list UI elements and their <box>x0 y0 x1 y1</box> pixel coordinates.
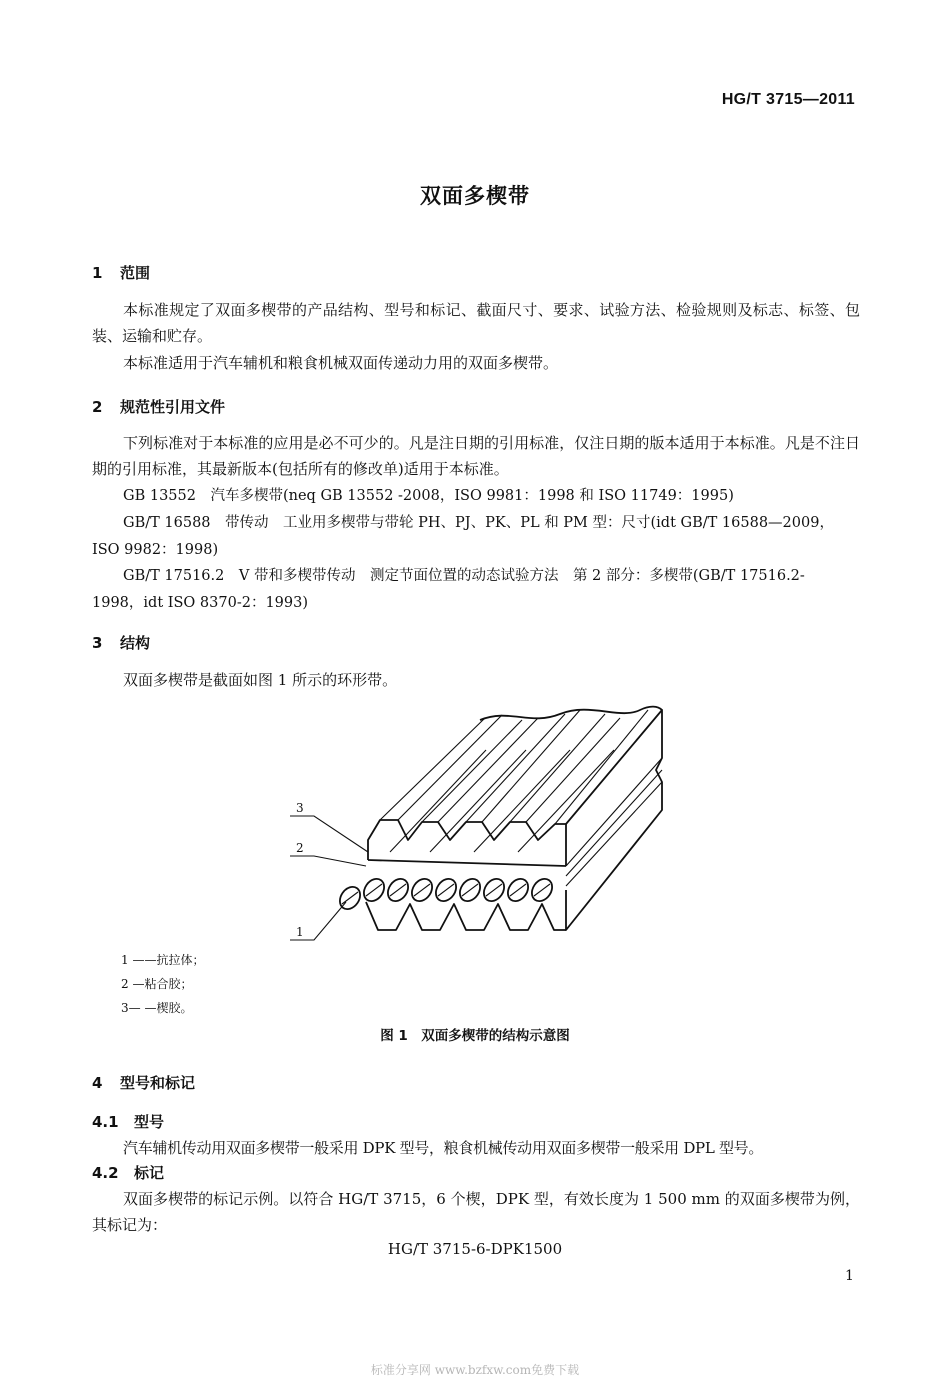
figure-caption: 图 1 双面多楔带的结构示意图 <box>380 1028 570 1044</box>
section-2-paragraph-1: 下列标准对于本标准的应用是必不可少的。凡是注日期的引用标准，仅注日期的版本适用于本标准。凡是不注日期的引用标准，其最新版本(包括所有的修改单)适用于本标准。 <box>92 434 860 478</box>
subsection-4-2-heading <box>92 1162 164 1183</box>
subsection-number: 4.2 <box>92 1164 119 1182</box>
standard-id: HG/T 3715—2011 <box>721 91 855 108</box>
callout-1-label: 1 <box>296 925 304 939</box>
section-1-paragraph-1: 本标准规定了双面多楔带的产品结构、型号和标记、截面尺寸、要求、试验方法、检验规则及标志、标签、包装、运输和贮存。 <box>92 301 860 345</box>
section-number: 2 <box>92 398 103 416</box>
section-1-heading <box>92 262 150 283</box>
callout-2-label: 2 <box>296 841 304 855</box>
subsection-4-2-paragraph: 双面多楔带的标记示例。以符合 HG/T 3715，6 个楔，DPK 型，有效长度为 1 500 mm 的双面多楔带为例，其标记为： <box>92 1190 860 1234</box>
reference-item: GB/T 17516.2 V 带和多楔带传动 测定节面位置的动态试验方法 第 2 部分：多楔带(GB/T 17516.2- 1998，idt ISO 8370-2：1993) <box>92 568 805 611</box>
section-number: 3 <box>92 634 103 652</box>
subsection-4-1-heading <box>92 1111 164 1132</box>
figure-legend-item: 1 ——抗拉体； <box>121 953 205 967</box>
marking-example: HG/T 3715-6-DPK1500 <box>387 1240 563 1258</box>
section-title: 规范性引用文件 <box>120 398 226 416</box>
section-3-paragraph-1: 双面多楔带是截面如图 1 所示的环形带。 <box>123 671 398 689</box>
document-title: 双面多楔带 <box>420 184 530 208</box>
rib-lines <box>380 710 662 852</box>
callout-3-label: 3 <box>296 801 304 815</box>
top-wedge-outline <box>368 820 566 866</box>
subsection-title: 型号 <box>134 1113 165 1131</box>
figure-legend-item: 3— —楔胶。 <box>121 1001 193 1015</box>
section-number: 1 <box>92 264 103 282</box>
page-number: 1 <box>845 1268 854 1284</box>
subsection-4-1-paragraph: 汽车辅机传动用双面多楔带一般采用 DPK 型号，粮食机械传动用双面多楔带一般采用 DPL 型号。 <box>123 1139 764 1157</box>
figure-legend-item: 2 —粘合胶； <box>121 977 193 991</box>
section-title: 型号和标记 <box>120 1074 196 1092</box>
subsection-title: 标记 <box>134 1164 165 1182</box>
section-title: 结构 <box>120 634 151 652</box>
side-face <box>566 710 662 930</box>
section-4-heading <box>92 1072 195 1093</box>
adhesive-layer-top <box>368 860 566 866</box>
reference-item: GB/T 16588 带传动 工业用多楔带与带轮 PH、PJ、PK、PL 和 PM 型：尺寸(idt GB/T 16588—2009，ISO 9982：1998) <box>92 515 834 558</box>
watermark: 标准分享网 www.bzfxw.com免费下载 <box>370 1363 580 1377</box>
section-3-heading <box>92 632 150 653</box>
far-edge-line <box>480 707 662 720</box>
section-number: 4 <box>92 1074 103 1092</box>
bottom-wedge-outline <box>366 902 566 930</box>
subsection-number: 4.1 <box>92 1113 119 1131</box>
section-1-paragraph-2: 本标准适用于汽车辅机和粮食机械双面传递动力用的双面多楔带。 <box>123 354 559 372</box>
callout-2-leader <box>290 856 366 866</box>
section-title: 范围 <box>120 264 151 282</box>
belt-structure-figure <box>270 690 690 960</box>
section-2-heading <box>92 396 225 417</box>
reference-item: GB 13552 汽车多楔带(neq GB 13552 -2008，ISO 9981：1998 和 ISO 11749：1995) <box>123 488 734 504</box>
side-layer-line <box>566 758 662 866</box>
